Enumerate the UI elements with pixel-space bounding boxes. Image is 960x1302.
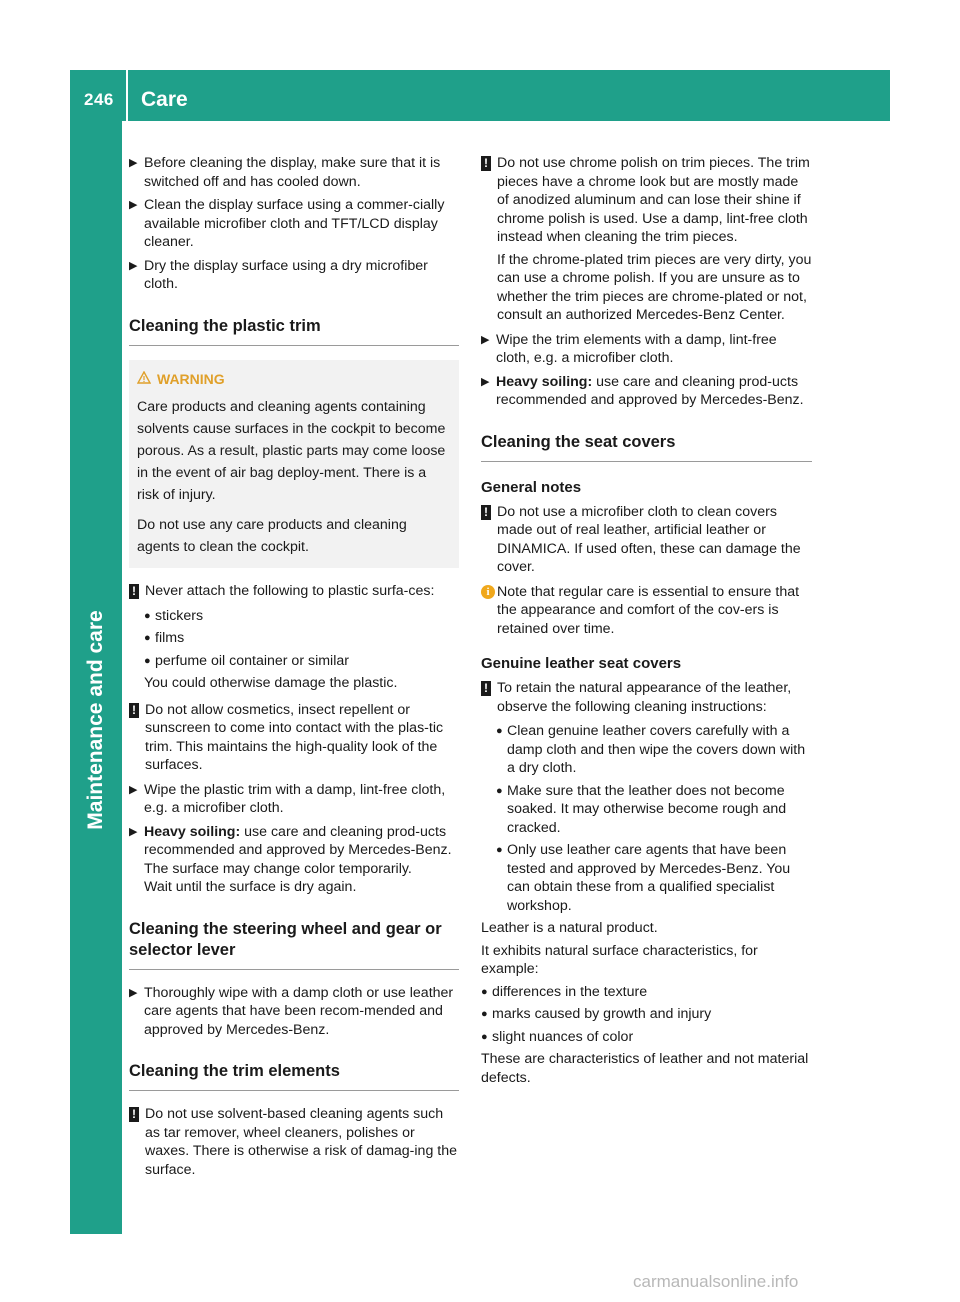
list-item: ● differences in the texture (481, 983, 648, 1000)
subheading-general-notes: General notes (481, 478, 582, 496)
bullet-icon: ● (481, 1030, 488, 1043)
notice: ! Never attach the following to plastic surfa-ces: (129, 582, 459, 601)
warning-header: WARNING (137, 370, 449, 389)
arrow-icon: ▶ (129, 259, 138, 272)
list-item: ● Make sure that the leather does not become soaked. It may otherwise become rough and cracked. (496, 782, 787, 836)
step-item: ▶ Wipe the trim elements with a damp, lint-free cloth, e.g. a microfiber cloth. (481, 331, 777, 366)
paragraph: Leather is a natural product. (481, 920, 658, 936)
heading-rule (129, 969, 459, 970)
arrow-icon: ▶ (129, 986, 138, 999)
page-number: 246 (84, 90, 114, 109)
list-item: ● films (144, 630, 185, 646)
warning-box (129, 360, 459, 569)
warning-triangle-icon (137, 370, 151, 389)
arrow-icon: ▶ (481, 333, 490, 346)
list-item: ● Only use leather care agents that have been tested and approved by Mercedes-Benz. You can obtain these from a qualified specialist workshop. (496, 842, 791, 914)
heading-steering-wheel: Cleaning the steering wheel and gear or selector lever (129, 919, 442, 959)
side-tab-label: Maintenance and care (84, 610, 107, 830)
step-item: ▶ Thoroughly wipe with a damp cloth or use leather care agents that have been recom-mended and approved by Mercedes-Benz. (129, 984, 454, 1038)
heading-rule (481, 461, 812, 462)
step-item: ▶ Wipe the plastic trim with a damp, lint-free cloth, e.g. a microfiber cloth. (129, 781, 446, 816)
list-item: ● stickers (144, 607, 204, 624)
list-item: ● slight nuances of color (481, 1028, 634, 1045)
heading-seat-covers: Cleaning the seat covers (481, 432, 676, 451)
bullet-icon: ● (144, 654, 151, 667)
list-item: ● perfume oil container or similar (144, 652, 349, 669)
step-item: ▶ Before cleaning the display, make sure that it is switched off and has cooled down. (129, 155, 441, 190)
subheading-genuine-leather: Genuine leather seat covers (481, 655, 682, 672)
exclamation-icon: ! (481, 681, 491, 696)
step-item: ▶ Clean the display surface using a commer-cially available microfiber cloth and TFT/LCD display cleaner. (129, 197, 445, 250)
exclamation-icon: ! (129, 1107, 139, 1122)
left-column (129, 154, 459, 1185)
bullet-list (481, 722, 812, 915)
bullet-icon: ● (144, 609, 151, 622)
notice: ! Do not use a microfiber cloth to clean covers made out of real leather, artificial leather or DINAMICA. If used often, these can damage the cover. (481, 503, 812, 577)
heading-plastic-trim: Cleaning the plastic trim (129, 316, 321, 335)
bullet-icon: ● (481, 1008, 488, 1020)
heading-rule (129, 345, 459, 346)
step-item: ▶ Heavy soiling: use care and cleaning prod-ucts recommended and approved by Mercedes-Benz. (481, 373, 804, 408)
bullet-icon: ● (496, 844, 503, 856)
watermark: carmanualsonline.info (633, 1272, 799, 1291)
paragraph: It exhibits natural surface characteristics, for example: (481, 942, 758, 977)
heading-rule (129, 1090, 459, 1091)
info-note: i Note that regular care is essential to ensure that the appearance and comfort of the cov-ers is retained over time. (481, 583, 812, 639)
paragraph: You could otherwise damage the plastic. (144, 675, 398, 691)
arrow-icon: ▶ (129, 157, 138, 169)
arrow-icon: ▶ (129, 783, 138, 796)
bullet-list (481, 983, 812, 1047)
list-item: ● Clean genuine leather covers carefully with a damp cloth and then wipe the covers down with a dry cloth. (496, 723, 806, 776)
warning-text: Do not use any care products and cleaning agents to clean the cockpit. (137, 517, 407, 555)
exclamation-icon: ! (129, 584, 139, 599)
warning-text: Care products and cleaning agents containing solvents cause surfaces in the cockpit to become porous. As a result, plastic parts may come loose in the event of air bag deploy-ment. There is a risk of injury. (137, 399, 446, 503)
arrow-icon: ▶ (129, 825, 138, 838)
arrow-icon: ▶ (481, 375, 490, 388)
header-bar (70, 70, 890, 121)
step-item: ▶ Heavy soiling: use care and cleaning prod-ucts recommended and approved by Mercedes-Benz. The surface may change color temporarily. Wait until the surface is dry again. (129, 823, 452, 895)
section-title: Care (141, 88, 188, 111)
bullet-icon: ● (481, 985, 488, 998)
header-divider (126, 70, 128, 121)
notice: ! To retain the natural appearance of the leather, observe the following cleaning instructions: (481, 679, 812, 716)
notice: ! Do not use chrome polish on trim pieces. The trim pieces have a chrome look but are mostly made of anodized aluminum and can lose their shine if chrome polish is used. Use a damp, lint-free cloth instead when cleaning the trim pieces. If the chrome-plated trim pieces are very dirty, you can use a chrome polish. If you are unsure as to whether the trim pieces are chrome-plated or not, consult an authorized Mercedes-Benz Center. (481, 154, 812, 325)
bullet-list (129, 607, 459, 671)
exclamation-icon: ! (129, 703, 139, 718)
exclamation-icon: ! (481, 156, 491, 171)
step-item: ▶ Dry the display surface using a dry microfiber cloth. (129, 257, 428, 292)
notice: ! Do not allow cosmetics, insect repellent or sunscreen to come into contact with the plas-tic trim. This maintains the high-quality look of the surfaces. (129, 701, 459, 775)
right-column (481, 154, 812, 1091)
bullet-icon: ● (144, 632, 151, 644)
exclamation-icon: ! (481, 505, 491, 520)
list-item: ● marks caused by growth and injury (481, 1006, 712, 1022)
arrow-icon: ▶ (129, 199, 138, 211)
info-icon: i (481, 585, 495, 599)
side-tab-block (70, 1174, 122, 1234)
paragraph: These are characteristics of leather and not material defects. (481, 1051, 809, 1086)
notice: ! Do not use solvent-based cleaning agents such as tar remover, wheel cleaners, polishes or waxes. There is otherwise a risk of damag-ing the surface. (129, 1105, 459, 1179)
bullet-icon: ● (496, 784, 503, 797)
heading-trim-elements: Cleaning the trim elements (129, 1062, 340, 1080)
bullet-icon: ● (496, 725, 503, 737)
